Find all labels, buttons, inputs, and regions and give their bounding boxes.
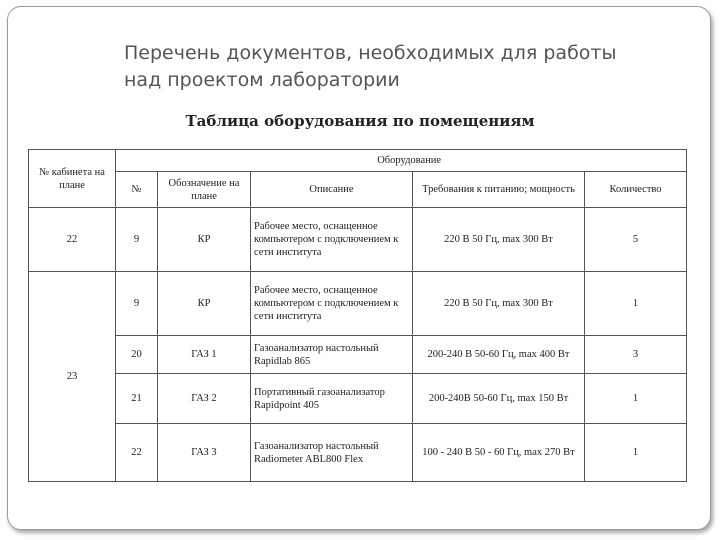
- cell-designation: ГАЗ 2: [158, 374, 251, 424]
- cell-number: 9: [116, 208, 158, 272]
- cell-description: Газоанализатор настольный Radiometer ABL800 Flex: [251, 424, 413, 482]
- cell-designation: КР: [158, 208, 251, 272]
- header-power: Требования к питанию; мощность: [413, 172, 585, 208]
- table-row: [29, 272, 687, 336]
- cell-quantity: 1: [585, 424, 687, 482]
- cell-quantity: 1: [585, 374, 687, 424]
- cell-cabinet: 23: [29, 272, 116, 482]
- cell-quantity: 1: [585, 272, 687, 336]
- slide-title: [124, 40, 684, 94]
- header-equipment-group: Оборудование: [116, 150, 687, 172]
- table-row: [29, 208, 687, 272]
- slide-title-line-1: Перечень документов, необходимых для работы: [124, 42, 617, 64]
- cell-quantity: 3: [585, 336, 687, 374]
- cell-power: 100 - 240 В 50 - 60 Гц, max 270 Вт: [413, 424, 585, 482]
- header-number: №: [116, 172, 158, 208]
- header-description: Описание: [251, 172, 413, 208]
- cell-power: 200-240 В 50-60 Гц, max 400 Вт: [413, 336, 585, 374]
- header-designation: Обозначение на плане: [158, 172, 251, 208]
- header-cabinet: № кабинета на плане: [29, 150, 116, 208]
- cell-number: 20: [116, 336, 158, 374]
- cell-designation: ГАЗ 3: [158, 424, 251, 482]
- cell-description: Рабочее место, оснащенное компьютером с подключением к сети института: [251, 272, 413, 336]
- cell-description: Рабочее место, оснащенное компьютером с подключением к сети института: [251, 208, 413, 272]
- header-row-2: [29, 172, 687, 208]
- table-caption: Таблица оборудования по помещениям: [185, 112, 535, 130]
- header-quantity: Количество: [585, 172, 687, 208]
- cell-power: 200-240В 50-60 Гц, max 150 Вт: [413, 374, 585, 424]
- table-row: [29, 424, 687, 482]
- cell-power: 220 В 50 Гц, max 300 Вт: [413, 208, 585, 272]
- cell-number: 22: [116, 424, 158, 482]
- slide-title-line-2: над проектом лаборатории: [124, 69, 400, 91]
- equipment-table: [28, 149, 687, 482]
- cell-quantity: 5: [585, 208, 687, 272]
- cell-number: 21: [116, 374, 158, 424]
- cell-description: Газоанализатор настольный Rapidlab 865: [251, 336, 413, 374]
- cell-number: 9: [116, 272, 158, 336]
- cell-description: Портативный газоанализатор Rapidpoint 405: [251, 374, 413, 424]
- table-row: [29, 336, 687, 374]
- cell-designation: ГАЗ 1: [158, 336, 251, 374]
- table-row: [29, 374, 687, 424]
- cell-designation: КР: [158, 272, 251, 336]
- cell-cabinet: 22: [29, 208, 116, 272]
- cell-power: 220 В 50 Гц, max 300 Вт: [413, 272, 585, 336]
- header-row-1: [29, 150, 687, 172]
